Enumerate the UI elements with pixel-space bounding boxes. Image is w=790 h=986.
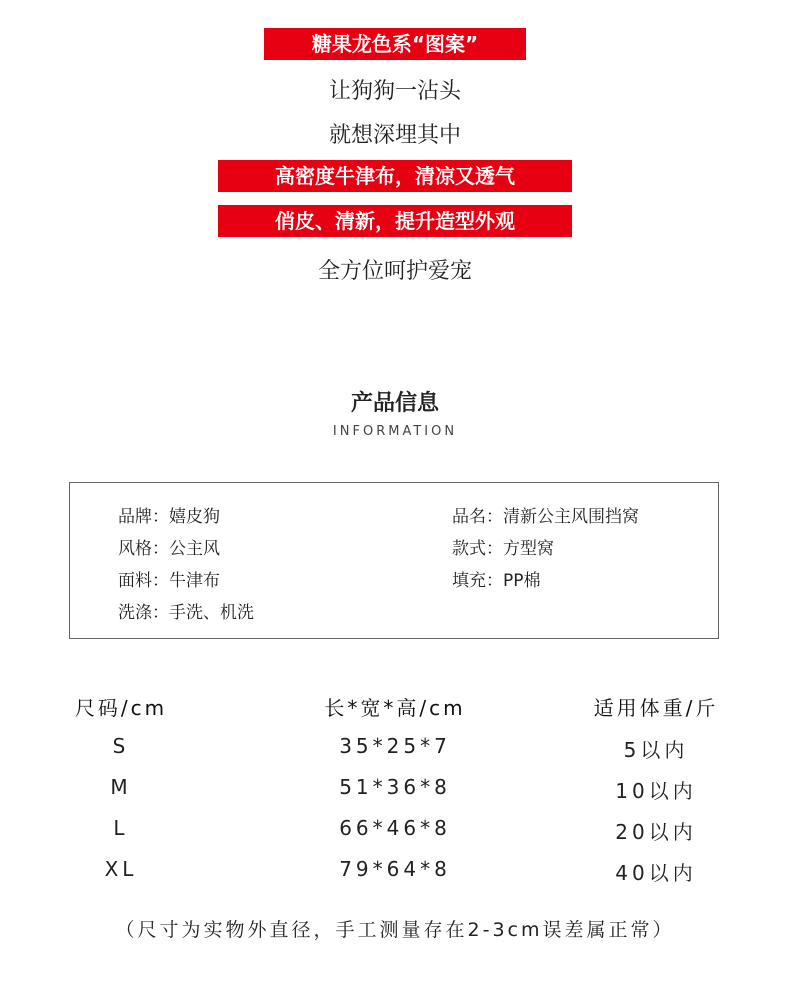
intro-line-2: 就想深埋其中 bbox=[328, 123, 461, 148]
info-label: 款式： bbox=[452, 539, 503, 559]
promo-banner-fabric: 高密度牛津布，清凉又透气 bbox=[218, 160, 572, 192]
info-model bbox=[452, 534, 554, 559]
intro-line-3: 全方位呵护爱宠 bbox=[317, 259, 472, 284]
info-label: 洗涤： bbox=[118, 603, 169, 623]
measurement-note: （尺寸为实物外直径，手工测量存在2-3cm误差属正常） bbox=[115, 919, 675, 941]
intro-line-1: 让狗狗一沾头 bbox=[328, 79, 461, 104]
size-cell: L bbox=[113, 816, 129, 840]
size-header-dimensions: 长*宽*高/cm bbox=[324, 696, 466, 720]
info-value: 嬉皮狗 bbox=[169, 507, 220, 527]
size-cell: S bbox=[112, 734, 130, 758]
info-value: 公主风 bbox=[169, 539, 220, 559]
dimension-cell: 79*64*8 bbox=[339, 857, 451, 881]
weight-cell: 20以内 bbox=[615, 820, 697, 844]
info-label: 填充： bbox=[452, 571, 503, 591]
info-fabric bbox=[118, 566, 220, 591]
promo-banner-style: 俏皮、清新，提升造型外观 bbox=[218, 205, 572, 237]
size-header-weight: 适用体重/斤 bbox=[593, 696, 719, 720]
section-subtitle: INFORMATION bbox=[332, 424, 458, 439]
info-label: 风格： bbox=[118, 539, 169, 559]
product-info-box bbox=[69, 482, 719, 639]
info-label: 面料： bbox=[118, 571, 169, 591]
info-value: 方型窝 bbox=[503, 539, 554, 559]
info-value: 清新公主风围挡窝 bbox=[503, 507, 639, 527]
section-title: 产品信息 bbox=[350, 391, 439, 416]
info-product-name bbox=[452, 502, 639, 527]
size-cell: M bbox=[110, 775, 132, 799]
dimension-cell: 35*25*7 bbox=[339, 734, 451, 758]
info-brand bbox=[118, 502, 220, 527]
info-label: 品名： bbox=[452, 507, 503, 527]
weight-cell: 40以内 bbox=[615, 861, 697, 885]
info-value: 手洗、机洗 bbox=[169, 603, 254, 623]
dimension-cell: 51*36*8 bbox=[339, 775, 451, 799]
info-filling bbox=[452, 566, 541, 591]
dimension-cell: 66*46*8 bbox=[339, 816, 451, 840]
weight-cell: 10以内 bbox=[615, 779, 697, 803]
info-style bbox=[118, 534, 220, 559]
info-value: PP棉 bbox=[503, 571, 541, 591]
info-label: 品牌： bbox=[118, 507, 169, 527]
size-header-size: 尺码/cm bbox=[74, 696, 168, 720]
size-cell: XL bbox=[104, 857, 138, 881]
weight-cell: 5以内 bbox=[623, 738, 689, 762]
info-washing bbox=[118, 598, 254, 623]
info-value: 牛津布 bbox=[169, 571, 220, 591]
promo-banner-pattern: 糖果龙色系“图案” bbox=[264, 28, 526, 60]
